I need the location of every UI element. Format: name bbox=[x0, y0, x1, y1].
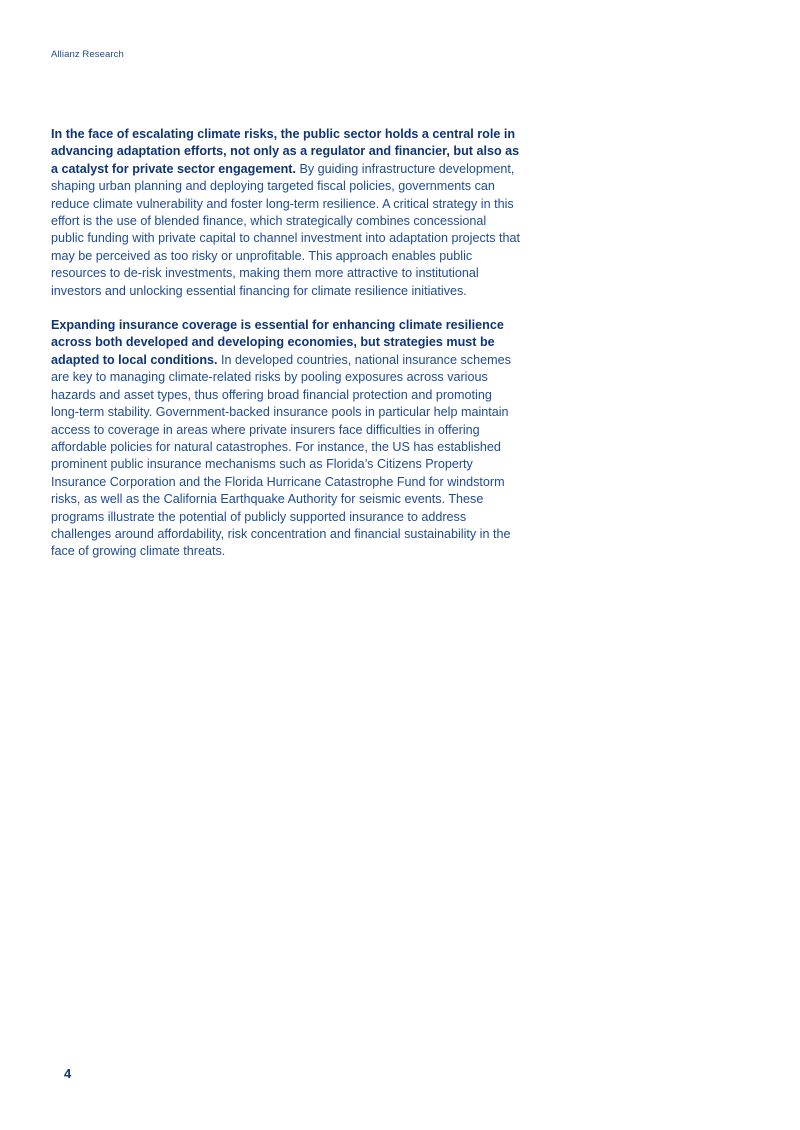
paragraph-public-sector bbox=[51, 126, 521, 300]
main-content bbox=[51, 126, 521, 578]
running-header: Allianz Research bbox=[51, 49, 124, 60]
paragraph-insurance-coverage bbox=[51, 317, 521, 561]
page-number: 4 bbox=[64, 1066, 72, 1081]
paragraph-body: In developed countries, national insurance schemes are key to managing climate-related risks by pooling exposures across various hazards and asset types, thus offering broad financial protection and promoting long-term stability. Government-backed insurance pools in particular help maintain access to coverage in areas where private insurers face difficulties in offering affordable policies for natural catastrophes. For instance, the US has established prominent public insurance mechanisms such as Florida’s Citizens Property Insurance Corporation and the Florida Hurricane Catastrophe Fund for windstorm risks, as well as the California Earthquake Authority for seismic events. These programs illustrate the potential of publicly supported insurance to address challenges around affordability, risk concentration and financial sustainability in the face of growing climate threats. bbox=[51, 352, 511, 559]
paragraph-body: By guiding infrastructure development, shaping urban planning and deploying targeted fiscal policies, governments can reduce climate vulnerability and foster long-term resilience. A critical strategy in this effort is the use of blended finance, which strategically combines concessional public funding with private capital to channel investment into adaptation projects that may be perceived as too risky or unprofitable. This approach enables public resources to de-risk investments, making them more attractive to institutional investors and unlocking essential financing for climate resilience initiatives. bbox=[51, 161, 521, 298]
paragraph-lead: Expanding insurance coverage is essential for enhancing climate resilience across both developed and developing economies, but strategies must be adapted to local conditions. bbox=[51, 318, 504, 367]
paragraph-lead: In the face of escalating climate risks, the public sector holds a central role in advancing adaptation efforts, not only as a regulator and financier, but also as a catalyst for private sector engagement. bbox=[51, 127, 520, 176]
